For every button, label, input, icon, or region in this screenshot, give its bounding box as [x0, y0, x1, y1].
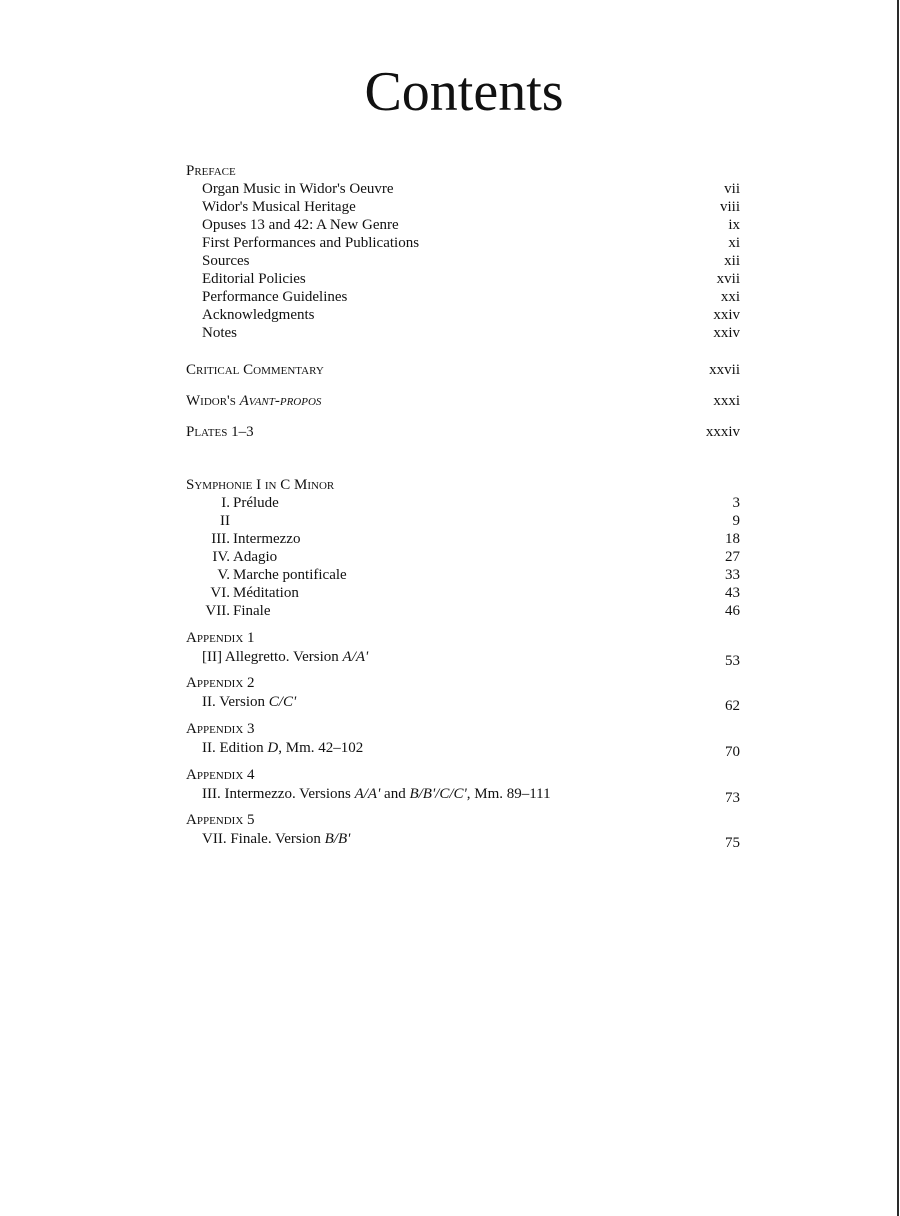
page-edge-line — [897, 0, 899, 1216]
preface-entry[interactable] — [186, 216, 742, 234]
toc-label: II. Edition — [202, 740, 268, 756]
toc-label-italic: Avant-propos — [239, 393, 322, 409]
preface-entry[interactable] — [186, 306, 742, 324]
symphonie-section — [186, 476, 742, 620]
preface-entry[interactable] — [186, 198, 742, 216]
appendix-heading: Appendix 3 — [186, 721, 255, 737]
plates-entry[interactable] — [186, 423, 742, 441]
toc-page: viii — [719, 199, 740, 215]
toc-label: VII. Finale. Version — [202, 831, 325, 847]
movement-number: I. — [221, 495, 230, 511]
toc-page: xvii — [716, 271, 740, 287]
toc-page: xxiv — [713, 325, 740, 341]
toc-page: 18 — [725, 531, 740, 547]
toc-label: Sources — [202, 253, 250, 269]
preface-entry[interactable] — [186, 324, 742, 342]
appendix-heading: Appendix 1 — [186, 630, 255, 646]
toc-page: 70 — [725, 744, 740, 760]
movement-entry[interactable] — [186, 602, 742, 620]
preface-entry[interactable] — [186, 180, 742, 198]
toc-page: xi — [728, 235, 740, 251]
preface-section — [186, 162, 742, 342]
movement-name: Méditation — [233, 585, 299, 601]
toc-page: xxxiv — [705, 424, 740, 440]
toc-page: xxvii — [709, 362, 740, 378]
preface-heading: Preface — [186, 163, 236, 179]
toc-page: 62 — [725, 698, 740, 714]
preface-entry[interactable] — [186, 252, 742, 270]
toc-label: and — [380, 786, 410, 802]
appendix-entry[interactable] — [186, 720, 742, 758]
toc-page: vii — [724, 181, 740, 197]
appendix-entry[interactable] — [186, 629, 742, 667]
movement-name: Intermezzo — [233, 531, 301, 547]
toc-label: , Mm. 42–102 — [278, 740, 364, 756]
toc-label: Notes — [202, 325, 237, 341]
toc-label: Opuses 13 and 42: A New Genre — [202, 217, 399, 233]
toc-page: 46 — [725, 603, 740, 619]
toc-label: [II] Allegretto. Version — [202, 649, 343, 665]
movement-name: Prélude — [233, 495, 279, 511]
preface-entry[interactable] — [186, 288, 742, 306]
movement-entry[interactable] — [186, 584, 742, 602]
movement-number: III. — [211, 531, 230, 547]
toc-label-italic: B/B' — [324, 831, 351, 847]
movement-name: Adagio — [233, 549, 278, 565]
movement-number: VII. — [205, 603, 230, 619]
movement-entry[interactable] — [186, 530, 742, 548]
preface-entry[interactable] — [186, 270, 742, 288]
appendix-entry[interactable] — [186, 674, 742, 712]
toc-label-italic: A/A' — [354, 786, 381, 802]
page-title: Contents — [364, 61, 564, 123]
critical-commentary-entry[interactable] — [186, 361, 742, 379]
toc-label: First Performances and Publications — [202, 235, 420, 251]
appendix-heading: Appendix 2 — [186, 675, 255, 691]
toc-page: 73 — [725, 790, 740, 806]
toc-page: xii — [724, 253, 740, 269]
preface-entry[interactable] — [186, 234, 742, 252]
toc-label: Acknowledgments — [202, 307, 315, 323]
toc-label: Plates 1–3 — [186, 424, 254, 440]
toc-page: 43 — [725, 585, 740, 601]
toc-label: III. Intermezzo. Versions — [202, 786, 355, 802]
avant-propos-entry[interactable] — [186, 392, 742, 410]
movement-entry[interactable] — [186, 566, 742, 584]
appendix-entry[interactable] — [186, 811, 742, 849]
toc-label-italic: A/A' — [342, 649, 369, 665]
toc-page: 9 — [732, 513, 740, 529]
toc-label-italic: B/B'/C/C' — [409, 786, 467, 802]
appendix-entry[interactable] — [186, 766, 742, 804]
toc-page: 27 — [725, 549, 740, 565]
toc-label: , Mm. 89–111 — [466, 786, 551, 802]
movement-number: II — [220, 513, 230, 529]
toc-label: Performance Guidelines — [202, 289, 348, 305]
toc-label-italic: D — [267, 740, 279, 756]
movement-entry[interactable] — [186, 548, 742, 566]
movement-name: Marche pontificale — [233, 567, 347, 583]
toc-label: Editorial Policies — [202, 271, 306, 287]
movement-entry[interactable] — [186, 512, 742, 530]
appendix-heading: Appendix 4 — [186, 767, 255, 783]
toc-label: Widor's Musical Heritage — [202, 199, 356, 215]
movement-entry[interactable] — [186, 494, 742, 512]
toc-page: 33 — [725, 567, 740, 583]
toc-label-italic: C/C' — [268, 694, 297, 710]
movement-number: V. — [217, 567, 230, 583]
toc-page: xxi — [720, 289, 740, 305]
toc-page: 53 — [725, 653, 740, 669]
appendix-heading: Appendix 5 — [186, 812, 255, 828]
toc-page: 75 — [725, 835, 740, 851]
toc-label: Critical Commentary — [186, 362, 324, 378]
toc-page: xxiv — [713, 307, 740, 323]
toc-label: Organ Music in Widor's Oeuvre — [202, 181, 394, 197]
toc-label: Widor's — [186, 393, 240, 409]
movement-number: VI. — [210, 585, 230, 601]
toc-page: ix — [728, 217, 740, 233]
toc-page: 3 — [732, 495, 740, 511]
toc-label: II. Version — [202, 694, 269, 710]
toc-page: xxxi — [713, 393, 740, 409]
symphonie-heading: Symphonie I in C Minor — [186, 477, 335, 493]
movement-number: IV. — [212, 549, 230, 565]
movement-name: Finale — [233, 603, 271, 619]
